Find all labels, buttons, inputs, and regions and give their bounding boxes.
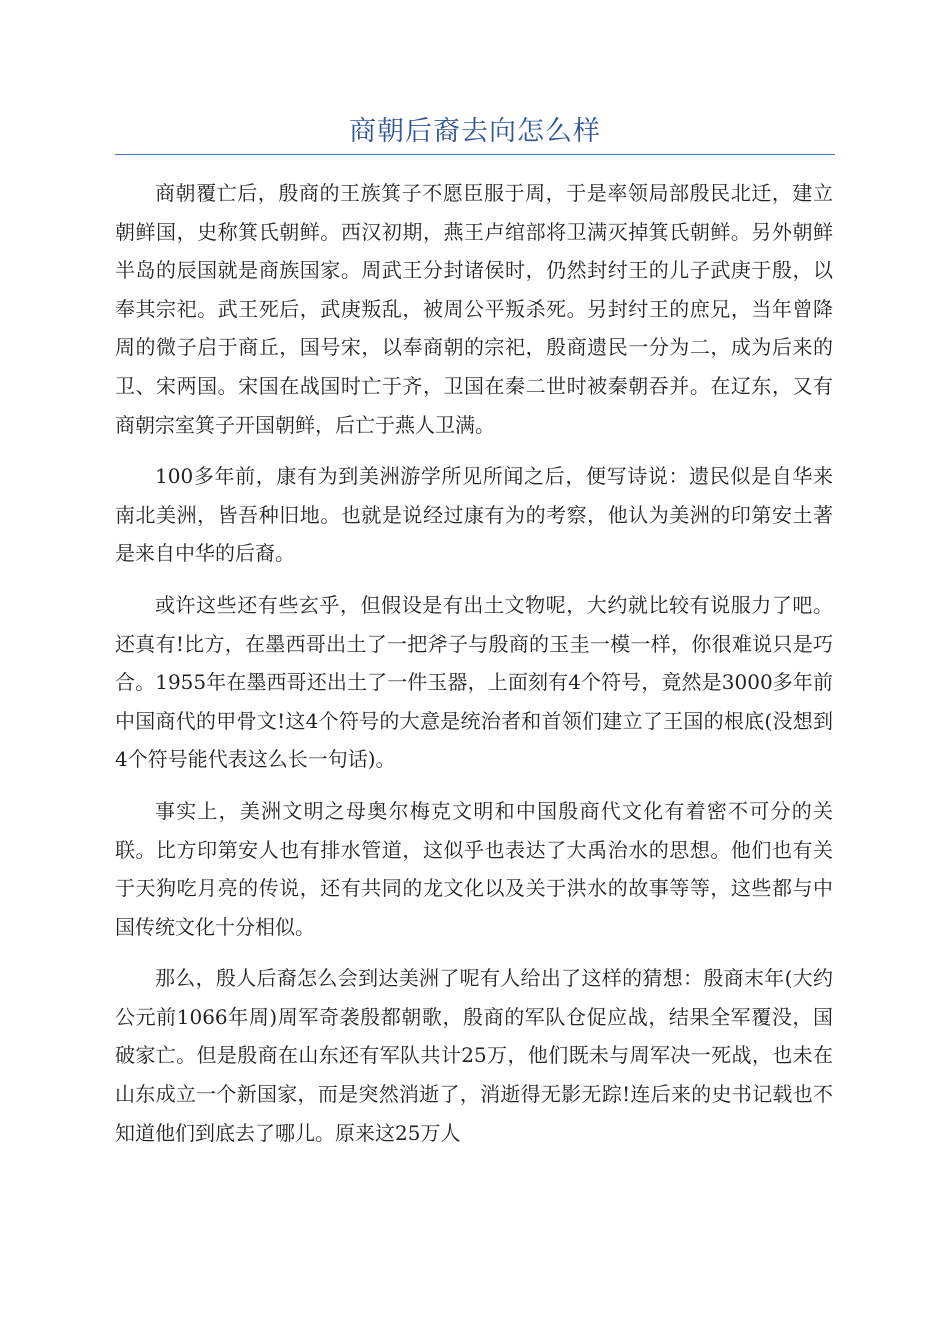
document-body (115, 174, 833, 1165)
paragraph: 那么，殷人后裔怎么会到达美洲了呢有人给出了这样的猜想：殷商末年(大约公元前1066年周)周军奇袭殷都朝歌，殷商的军队仓促应战，结果全军覆没，国破家亡。但是殷商在山东还有军队共计25万，他们既未与周军决一死战，也未在山东成立一个新国家，而是突然消逝了，消逝得无影无踪!连后来的史书记载也不知道他们到底去了哪儿。原来这25万人 (115, 966, 833, 1145)
document-title: 商朝后裔去向怎么样 (349, 116, 601, 147)
title-underline (115, 154, 835, 155)
paragraph: 或许这些还有些玄乎，但假设是有出土文物呢，大约就比较有说服力了吧。还真有!比方，在墨西哥出土了一把斧子与殷商的玉圭一模一样，你很难说只是巧合。1955年在墨西哥还出土了一件玉器，上面刻有4个符号，竟然是3000多年前中国商代的甲骨文!这4个符号的大意是统治者和首领们建立了王国的根底(没想到4个符号能代表这么长一句话)。 (115, 592, 833, 772)
paragraph: 事实上，美洲文明之母奥尔梅克文明和中国殷商代文化有着密不可分的关联。比方印第安人也有排水管道，这似乎也表达了大禹治水的思想。他们也有关于天狗吃月亮的传说，还有共同的龙文化以及关于洪水的故事等等，这些都与中国传统文化十分相似。 (115, 798, 833, 939)
paragraph: 商朝覆亡后，殷商的王族箕子不愿臣服于周，于是率领局部殷民北迁，建立朝鲜国，史称箕氏朝鲜。西汉初期，燕王卢绾部将卫满灭掉箕氏朝鲜。另外朝鲜半岛的辰国就是商族国家。周武王分封诸侯时，仍然封纣王的儿子武庚于殷，以奉其宗祀。武王死后，武庚叛乱，被周公平叛杀死。另封纣王的庶兄，当年曾降周的微子启于商丘，国号宋，以奉商朝的宗祀，殷商遗民一分为二，成为后来的卫、宋两国。宋国在战国时亡于齐，卫国在秦二世时被秦朝吞并。在辽东，又有商朝宗室箕子开国朝鲜，后亡于燕人卫满。 (115, 181, 833, 437)
paragraph: 100多年前，康有为到美洲游学所见所闻之后，便写诗说：遗民似是自华来南北美洲，皆吾种旧地。也就是说经过康有为的考察，他认为美洲的印第安土著是来自中华的后裔。 (115, 464, 833, 566)
